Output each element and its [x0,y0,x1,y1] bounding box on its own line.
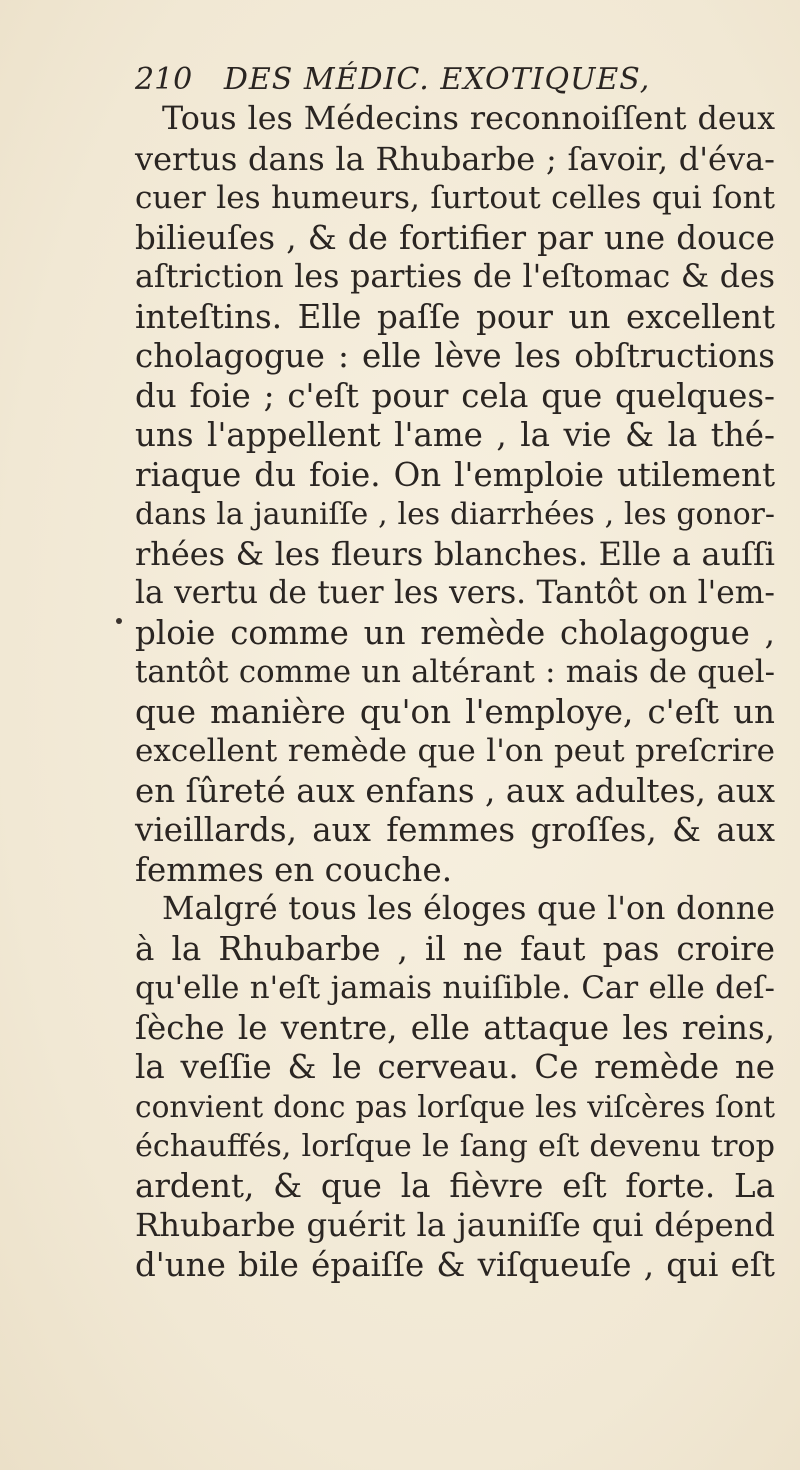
text-line: inteſtins. Elle paſſe pour un excellent [135,297,775,336]
text-line: que manière qu'on l'employe, c'eſt un [135,692,775,731]
text-line: femmes en couche. [135,850,453,889]
text-line: qu'elle n'eſt jamais nuiſible. Car elle deſ- [135,970,775,1006]
text-line: cholagogue : elle lève les obſtructions [135,337,775,375]
page-number: 210 [135,62,193,97]
text-line: Malgré tous les éloges que l'on donne [162,891,775,927]
paragraph-1 [135,100,775,890]
text-line: Rhubarbe guérit la jauniſſe qui dépend [135,1206,775,1244]
text-line: d'une bile épaiſſe & viſqueuſe , qui eſt [135,1245,775,1284]
text-line: cuer les humeurs, ſurtout celles qui ſont [135,180,775,216]
text-line: tantôt comme un altérant : mais de quel- [135,654,775,690]
text-line: ploie comme un remède cholagogue , [135,613,775,652]
text-line: rhées & les fleurs blanches. Elle a auſſi [135,534,775,573]
text-line: ſèche le ventre, elle attaque les reins, [135,1008,775,1047]
text-line: vertus dans la Rhubarbe ; ſavoir, d'éva- [135,139,775,178]
text-line: bilieuſes , & de fortifier par une douce [135,218,775,257]
text-line: uns l'appellent l'ame , la vie & la thé- [135,416,775,454]
page-header [135,55,775,105]
text-line: Tous les Médecins reconnoiſſent deux [162,101,775,137]
margin-dot-mark [116,618,122,624]
text-line: convient donc pas lorſque les viſcères ſont [135,1089,775,1124]
body-text [135,100,775,1285]
text-line: échauffés, lorſque le ſang eſt devenu trop [135,1129,775,1164]
text-line: riaque du foie. On l'emploie utilement [135,455,775,494]
text-line: aſtriction les parties de l'eſtomac & des [135,259,775,295]
paragraph-2 [135,890,775,1285]
text-line: en ſûreté aux enfans , aux adultes, aux [135,771,775,810]
text-line: la vertu de tuer les vers. Tantôt on l'em- [135,575,775,611]
text-line: la veſſie & le cerveau. Ce remède ne [135,1048,775,1086]
text-line: à la Rhubarbe , il ne faut pas croire [135,929,775,968]
text-line: excellent remède que l'on peut preſcrire [135,733,775,769]
running-title: DES MÉDIC. EXOTIQUES, [223,62,651,97]
text-line: dans la jauniſſe , les diarrhées , les gonor- [135,497,775,532]
text-line: vieillards, aux femmes groſſes, & aux [135,811,775,849]
text-line: ardent, & que la fièvre eſt forte. La [135,1166,775,1205]
text-line: du foie ; c'eſt pour cela que quelques- [135,376,775,415]
